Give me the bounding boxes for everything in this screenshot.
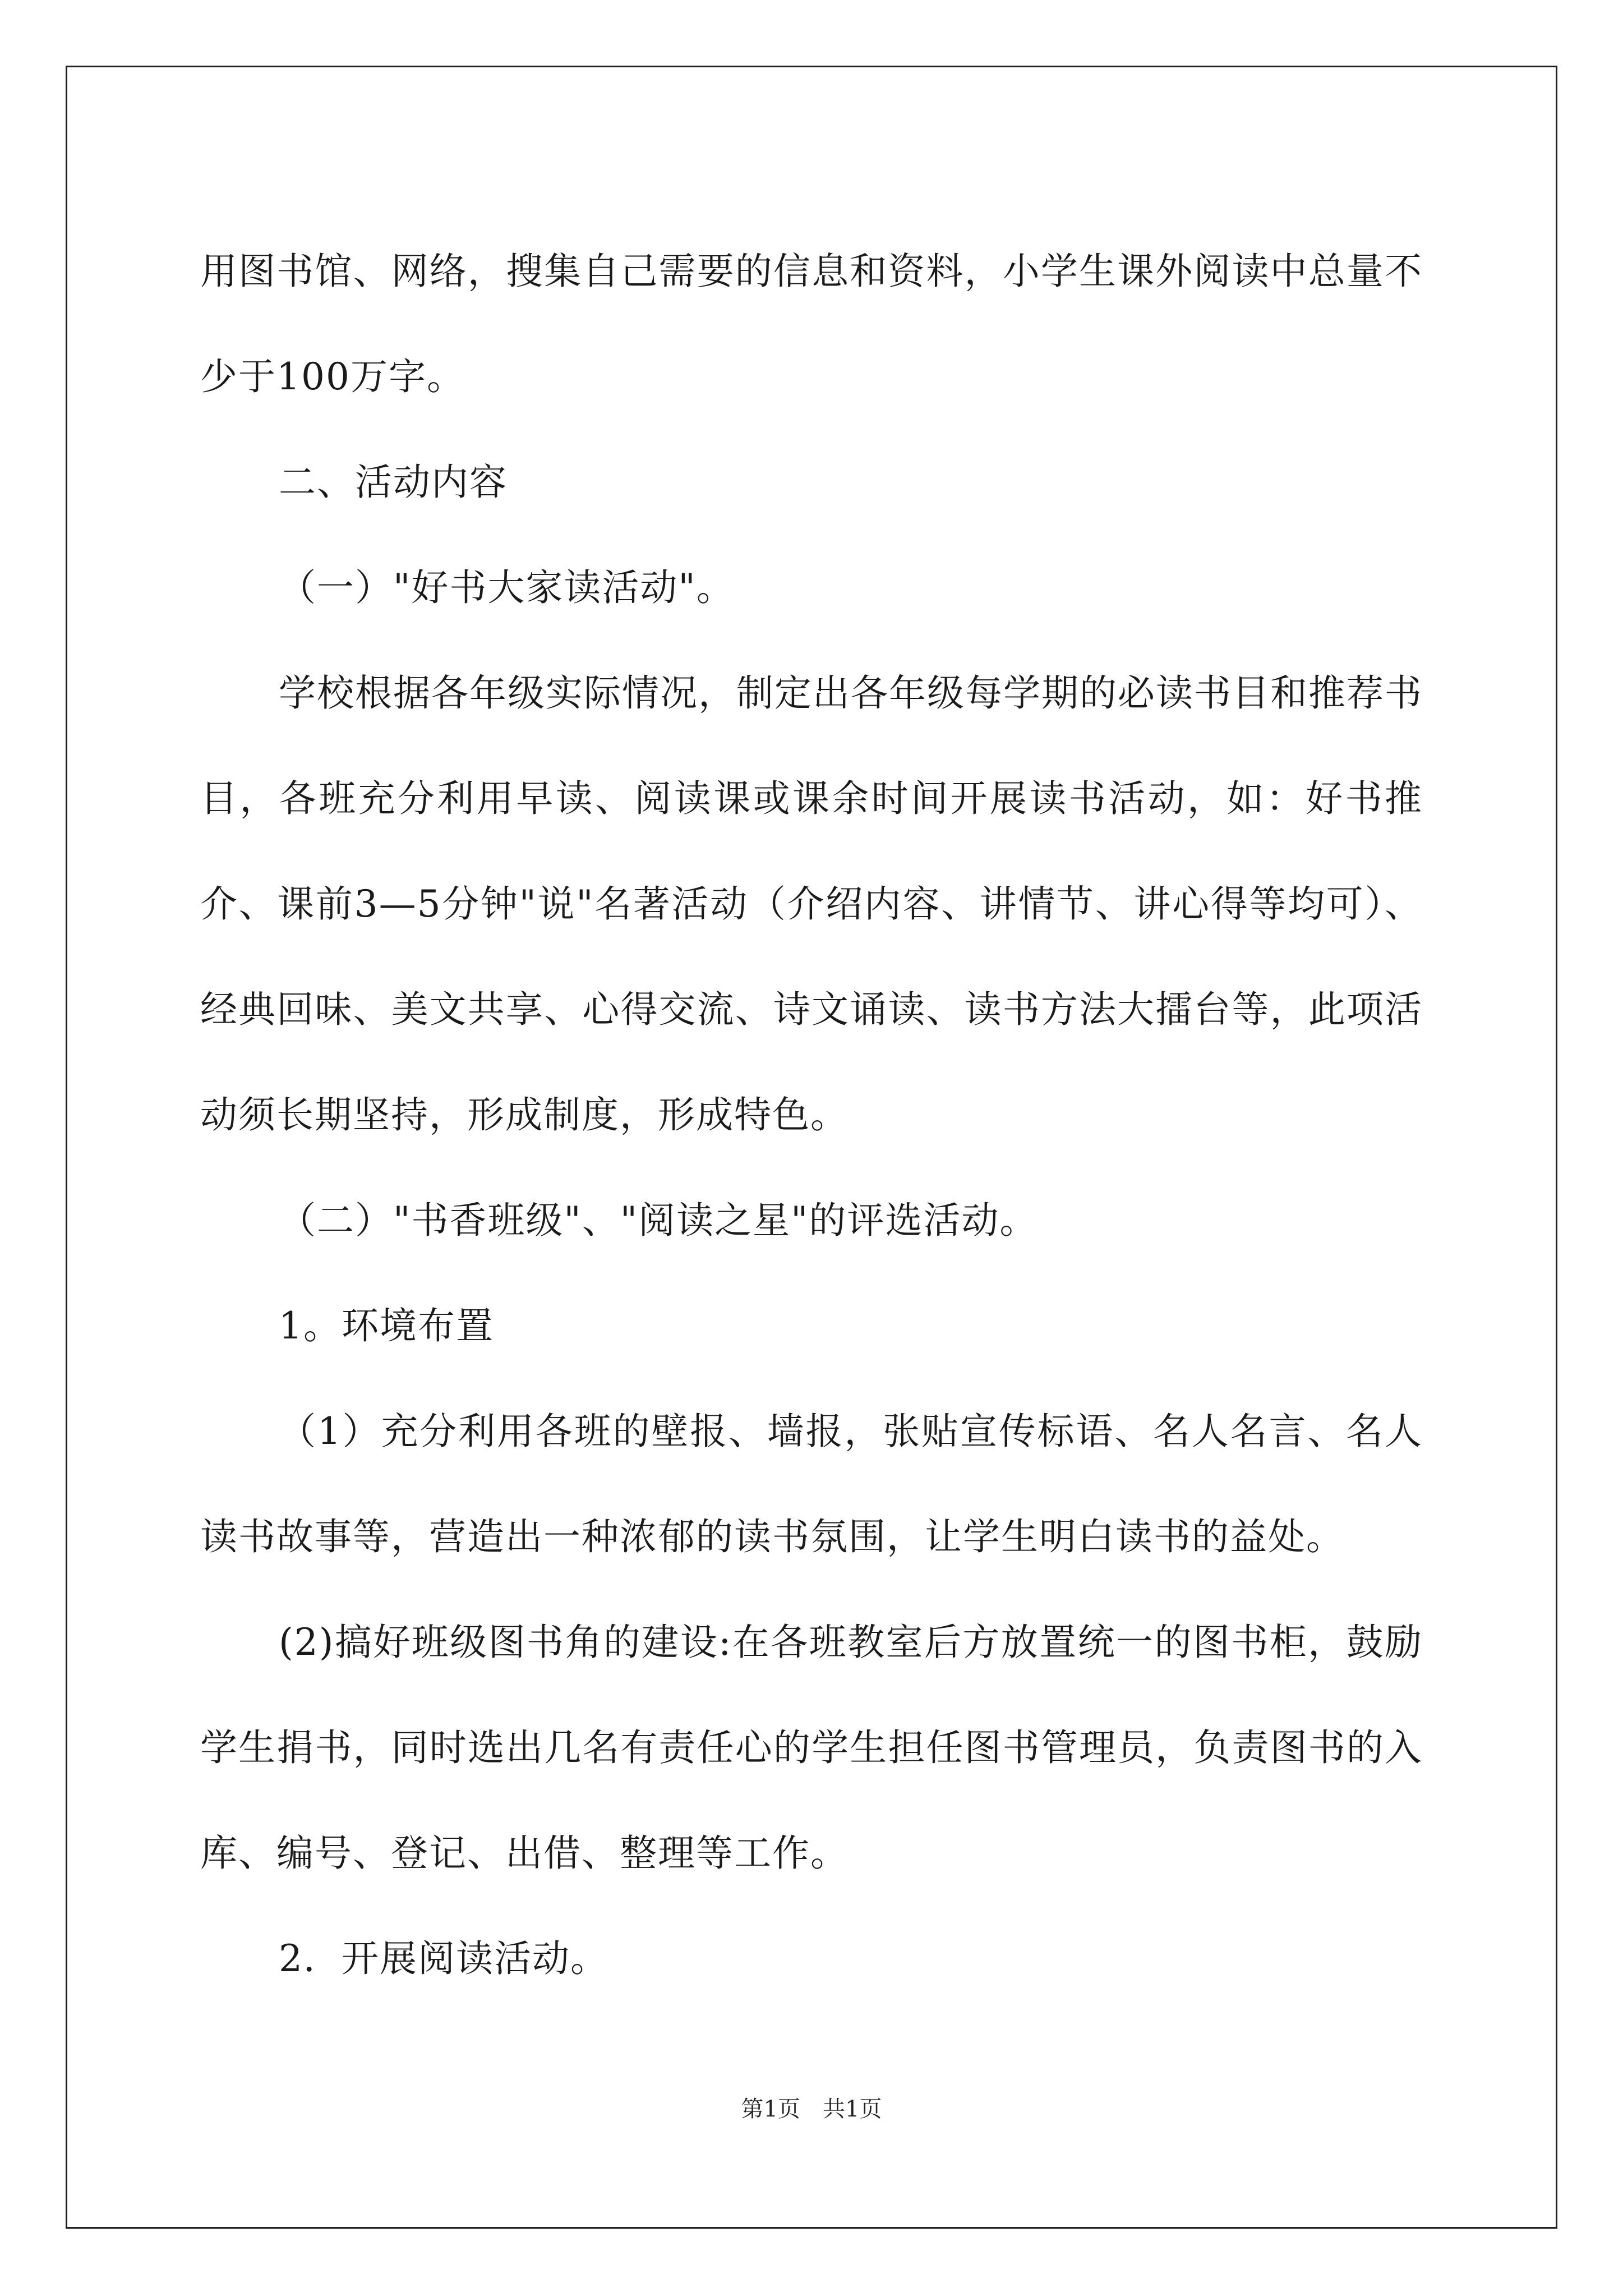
- paragraph-continuation: 用图书馆、网络，搜集自己需要的信息和资料，小学生课外阅读中总量不少于100万字。: [200, 250, 1423, 398]
- paragraph: 学校根据各年级实际情况，制定出各年级每学期的必读书目和推荐书目，各班充分利用早读、阅读课或课余时间开展读书活动，如：好书推介、课前3—5分钟"说"名著活动（介绍内容、讲情节、讲心得等均可）、经典回味、美文共享、心得交流、诗文诵读、读书方法大擂台等，此项活动须长期坚持，形成制度，形成特色。: [200, 671, 1423, 1137]
- section-heading: 二、活动内容: [279, 461, 508, 504]
- page-number: 第1页: [741, 2096, 800, 2122]
- paragraph: （1）充分利用各班的壁报、墙报，张贴宣传标语、名人名言、名人读书故事等，营造出一种浓郁的读书氛围，让学生明白读书的益处。: [200, 1410, 1423, 1558]
- paragraph: (2)搞好班级图书角的建设:在各班教室后方放置统一的图书柜，鼓励学生捐书，同时选出几名有责任心的学生担任图书管理员，负责图书的入库、编号、登记、出借、整理等工作。: [200, 1621, 1423, 1875]
- page-count: 共1页: [823, 2096, 882, 2122]
- item-heading: 1。环境布置: [279, 1304, 494, 1347]
- item-heading: 2．开展阅读活动。: [279, 1937, 608, 1980]
- page-footer: [0, 2095, 1623, 2123]
- subsection-heading: （二）"书香班级"、"阅读之星"的评选活动。: [279, 1199, 1038, 1242]
- document-body: [200, 219, 1423, 2012]
- subsection-heading: （一）"好书大家读活动"。: [279, 566, 735, 609]
